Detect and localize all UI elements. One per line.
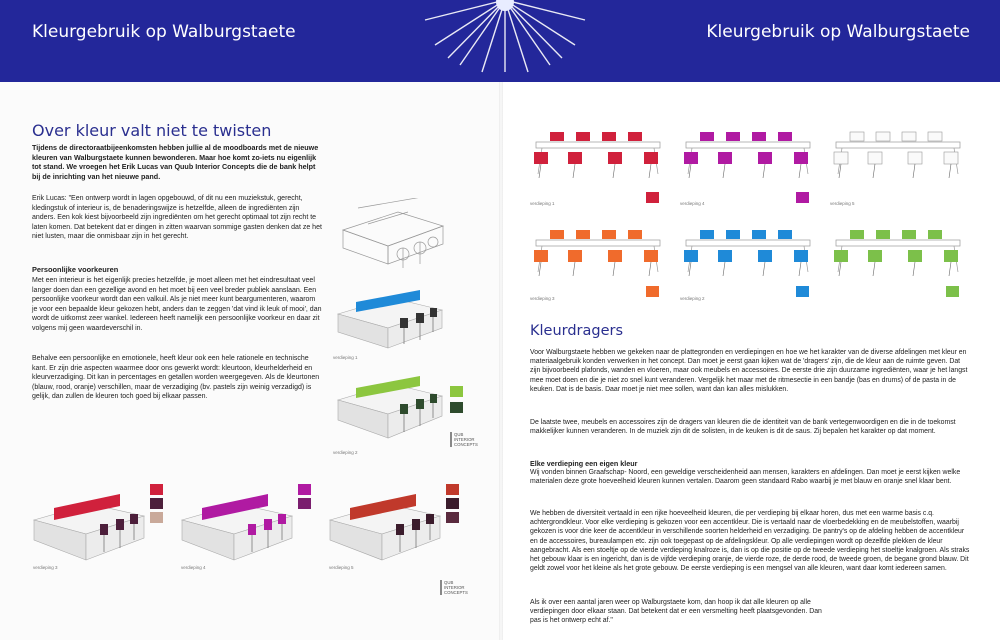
table-swatch-orange (646, 286, 659, 297)
table-swatch-blue (796, 286, 809, 297)
article-paragraph-2: Met een interieur is het eigenlijk precies hetzelfde, je moet alleen met het eindresultaat veel langer doen dan een gezellige avond en het moet bij een veel breder publiek aanslaan. Een persoonlijke voorkeur wordt dan een valkuil. Als je niet meer kunt beargumenteren, waarom je voor een bepaalde kleur gekozen hebt, anders dan te zeggen 'dat vind ik leuk of mooi', dan wordt de uitkomst zeer wankel. Iedereen heeft namelijk een persoonlijke voorkeur en daar zit volgens mij geen waardeverschil in. (32, 277, 322, 332)
desk-illustration-sketch (338, 198, 448, 278)
article-paragraph-3: Behalve een persoonlijke en emotionele, heeft kleur ook een hele rationele en technische kant. Er zijn drie aspecten waarmee door ons gewerkt wordt: kleurtoon, kleurhelderheid en kleurverzadiging. Dit kan in percentages en getallen worden weergegeven. Als de kleurtonen (blauw, rood, oranje) verschillen, maar de verzadiging (bv. pastels zijn weinig verzadigd) is gelijk, dan zullen de kleuren toch goed bij elkaar passen. (32, 355, 320, 400)
article-title: Over kleur valt niet te twisten (32, 121, 272, 140)
desk-illustration-green (334, 372, 446, 444)
table-illustration-white (828, 128, 968, 200)
section-paragraph-1: Voor Walburgstaete hebben we gekeken naar de plattegronden en verdiepingen en hoe we het karakter van de diverse afdelingen met kleur en materiaalgebruik konden verwerken in het concept. Dan moet je eerst gaan kijken wat de 'dragers' zijn, die de kleur aan de ruimte geven. Dat zijn bijvoorbeeld plafonds, wanden en vloeren, maar ook meubels en accessoires. De eerste drie zijn duurzame ingrediënten, waar je het langst mee moet doen en die je niet zo snel kunt veranderen. Vergelijk het maar met de ritmesectie in een bandje (bas en drums) of de pasta in de keuken. Dat is de basis. Daar moet je niet mee sollen, want dan kan alles mislukken. (530, 349, 968, 393)
table-illustration-red (528, 128, 668, 200)
table-caption-1: verdieping 1 (530, 201, 555, 206)
section-paragraph-2: De laatste twee, meubels en accessoires zijn de dragers van kleuren die de identiteit van de bank vertegenwoordigen en die in de toekomst makkelijker kunnen veranderen. In de muziek zijn dit de solisten, in de keuken is dit de saus. Zij bepalen het karakter op dat moment. (530, 419, 956, 436)
swatch-plum (150, 498, 163, 509)
desk-illustration-red (30, 490, 148, 564)
section-title: Kleurdragers (530, 323, 624, 339)
swatch-wine (446, 512, 459, 523)
table-swatch-red (646, 192, 659, 203)
swatch-rust (446, 484, 459, 495)
table-caption-3: verdieping 5 (830, 201, 855, 206)
article-subheading: Persoonlijke voorkeuren (32, 265, 119, 274)
desk-illustration-magenta (178, 490, 296, 564)
table-caption-2: verdieping 4 (680, 201, 705, 206)
quub-logo-small: QUB INTERIOR CONCEPTS (450, 432, 478, 447)
desk-caption-2: verdieping 2 (333, 450, 358, 455)
desk-illustration-blue (334, 288, 446, 354)
desk-caption-3: verdieping 3 (33, 565, 58, 570)
desk-caption-5: verdieping 5 (329, 565, 354, 570)
header-banner (0, 0, 1000, 82)
table-illustration-magenta (678, 128, 818, 200)
swatch-dark-plum (446, 498, 459, 509)
desk-illustration-brown (326, 490, 444, 564)
swatch-red (150, 484, 163, 495)
page-gutter (499, 82, 503, 640)
section-subheading: Elke verdieping een eigen kleur (530, 459, 638, 468)
table-swatch-green (946, 286, 959, 297)
article-paragraph-1: Erik Lucas: "Een ontwerp wordt in lagen opgebouwd, of dit nu een muziekstuk, gerecht, kledingstuk of interieur is, de benaderingswijze is hetzelfde, alleen de ingrediënten zijn anders. Een kok kiest bijvoorbeeld zijn ingrediënten om het gerecht optimaal tot zijn recht te laten komen. Dat betekent dat er dingen in zitten waarvan sommige gasten denken dat ze het niet lusten, maar die onmisbaar zijn in het gerecht. (32, 195, 322, 240)
swatch-magenta (298, 484, 311, 495)
table-swatch-magenta (796, 192, 809, 203)
desk-caption-4: verdieping 4 (181, 565, 206, 570)
swatch-dark-green (450, 402, 463, 413)
swatch-tan (150, 512, 163, 523)
section-paragraph-5: Als ik over een aantal jaren weer op Walburgstaete kom, dan hoop ik dat alle kleuren op alle verdiepingen door elkaar staan. Dat betekent dat er een versmelting heeft plaatsgevonden. Dan pas is het ontwerp echt af." (530, 599, 822, 625)
swatch-dark-magenta (298, 498, 311, 509)
starburst-graphic (420, 0, 590, 82)
section-paragraph-4: We hebben de diversiteit vertaald in een rijke hoeveelheid kleuren, die per verdieping bij elkaar horen, dus met een warme basis c.q. achtergrondkleur. Voor elke verdieping is gekozen voor een accentkleur. Die is vertaald naar de vloerbedekking en de meubelstoffen, waarbij gekozen is voor drie keer de accentkleur in verschillende soorten helderheid en verzadiging. De pantry's op de afdeling hebben de accentkleur en de accessoires, bureaulampen etc. zijn ook toegepast op de afdelingskleur. Op alle verdiepingen wordt op dezelfde plekken de kleur aangebracht. Als een stoeltje op de vierde verdieping knalroze is, dan is op die positie op de tweede verdieping het stoeltje knalgroen. Als straks het gebouw klaar is en ingericht, dan is de vijfde verdieping oranje, de vierde roze, de derde rood, de tweede groen, de begane grond blauw. Dit geldt zowel voor het kleine als het grote gebouw. De eerste verdieping is een mengsel van alle kleuren, want daar komt iedereen samen. (530, 510, 970, 573)
table-caption-4: verdieping 3 (530, 296, 555, 301)
table-caption-5: verdieping 2 (680, 296, 705, 301)
section-paragraph-3: Wij vonden binnen Graafschap- Noord, een geweldige verscheidenheid aan mensen, karakters en afdelingen. Dan moet je eerst kijken welke materialen deze grote hoeveelheid kleuren kunnen vertalen. Daarom geen standaard Rabo waarbij je met blauw en oranje snel klaar bent. (530, 469, 961, 486)
header-title-left: Kleurgebruik op Walburgstaete (32, 22, 296, 42)
swatch-lime (450, 386, 463, 397)
quub-logo-large: QUB INTERIOR CONCEPTS (440, 580, 468, 595)
article-intro: Tijdens de directoraatbijeenkomsten hebben jullie al de moodboards met de nieuwe kleuren van Walburgstaete kunnen bewonderen. Maar hoe komt zo-iets nu eigenlijk tot stand. We vroegen het Erik Lucas van Quub Interior Concepts die de bank helpt bij de inrichting van het nieuwe pand. (32, 143, 319, 181)
header-title-right: Kleurgebruik op Walburgstaete (706, 22, 970, 42)
desk-caption-1: verdieping 1 (333, 355, 358, 360)
